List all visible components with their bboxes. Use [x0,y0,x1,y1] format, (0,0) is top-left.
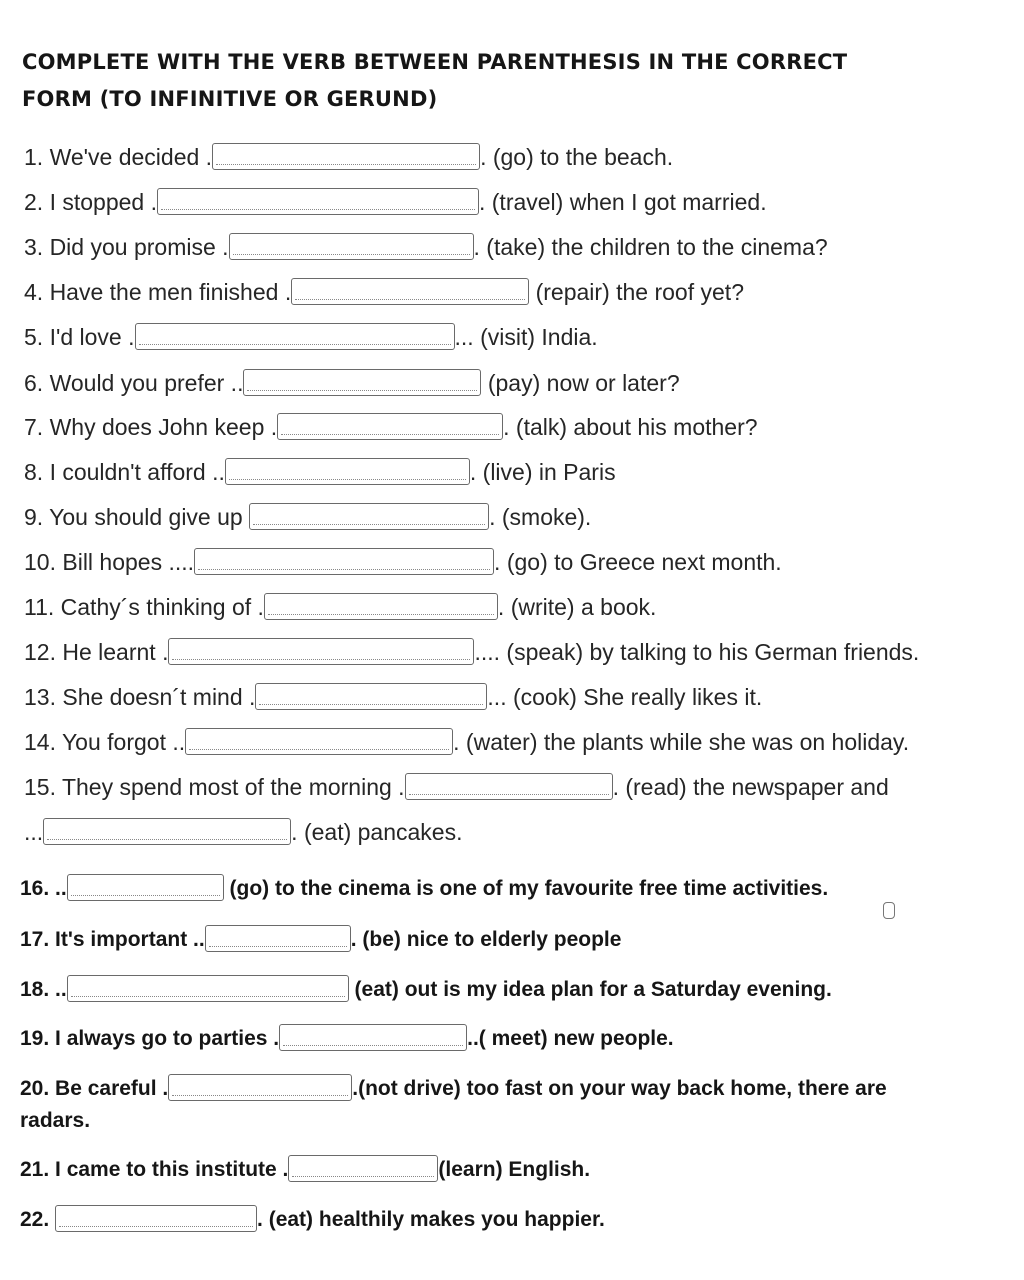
instructions-heading [22,44,847,118]
answer-box-2[interactable] [157,188,479,215]
exercise-6: 6. Would you prefer .. (pay) now or later? [24,370,680,396]
exercise-4: 4. Have the men finished . (repair) the roof yet? [24,279,744,305]
exercise-11: 11. Cathy´s thinking of . . (write) a book. [24,594,657,620]
instructions-line-2: FORM (TO INFINITIVE OR GERUND) [22,87,438,111]
exercise-15: 15. They spend most of the morning . . (read) the newspaper and [24,774,889,800]
answer-box-15a[interactable] [405,773,613,800]
exercise-18: 18. .. (eat) out is my idea plan for a Saturday evening. [20,975,832,1005]
exercise-7: 7. Why does John keep . . (talk) about his mother? [24,414,758,440]
exercise-20: 20. Be careful . .(not drive) too fast on your way back home, there are [20,1074,887,1104]
exercise-14: 14. You forgot .. . (water) the plants while she was on holiday. [24,729,910,755]
answer-box-20[interactable] [168,1074,352,1101]
exercise-5: 5. I'd love . ... (visit) India. [24,324,598,350]
answer-box-15b[interactable] [43,818,291,845]
exercise-22: 22. . (eat) healthily makes you happier. [20,1205,605,1235]
exercise-19: 19. I always go to parties . ..( meet) new people. [20,1024,674,1054]
answer-box-17[interactable] [205,925,351,952]
answer-box-14[interactable] [185,728,453,755]
instructions-line-1: COMPLETE WITH THE VERB BETWEEN PARENTHESIS IN THE CORRECT [22,50,848,74]
exercise-9: 9. You should give up . (smoke). [24,504,592,530]
exercise-10: 10. Bill hopes .... . (go) to Greece next month. [24,549,782,575]
exercise-1: 1. We've decided . . (go) to the beach. [24,144,674,170]
answer-box-19[interactable] [279,1024,467,1051]
answer-box-21[interactable] [288,1155,438,1182]
answer-box-16[interactable] [67,874,224,901]
small-box-mark [883,902,895,919]
exercise-16: 16. .. (go) to the cinema is one of my favourite free time activities. [20,874,828,904]
answer-box-10[interactable] [194,548,494,575]
answer-box-5[interactable] [135,323,455,350]
exercise-20-continued: radars. [20,1109,91,1132]
exercise-8: 8. I couldn't afford .. . (live) in Paris [24,459,616,485]
answer-box-1[interactable] [212,143,480,170]
answer-box-6[interactable] [243,369,481,396]
exercise-15-continued: ... . (eat) pancakes. [24,819,463,845]
exercise-3: 3. Did you promise . . (take) the children to the cinema? [24,234,828,260]
answer-box-12[interactable] [168,638,474,665]
answer-box-11[interactable] [264,593,498,620]
answer-box-22[interactable] [55,1205,257,1232]
exercise-12: 12. He learnt . .... (speak) by talking to his German friends. [24,639,920,665]
exercise-13: 13. She doesn´t mind . ... (cook) She really likes it. [24,684,763,710]
answer-box-4[interactable] [291,278,529,305]
answer-box-7[interactable] [277,413,503,440]
exercise-17: 17. It's important .. . (be) nice to elderly people [20,925,621,955]
exercise-21: 21. I came to this institute . (learn) English. [20,1155,590,1185]
answer-box-13[interactable] [255,683,487,710]
answer-box-8[interactable] [225,458,470,485]
answer-box-9[interactable] [249,503,489,530]
answer-box-18[interactable] [67,975,349,1002]
exercise-2: 2. I stopped . . (travel) when I got married. [24,189,767,215]
answer-box-3[interactable] [229,233,474,260]
